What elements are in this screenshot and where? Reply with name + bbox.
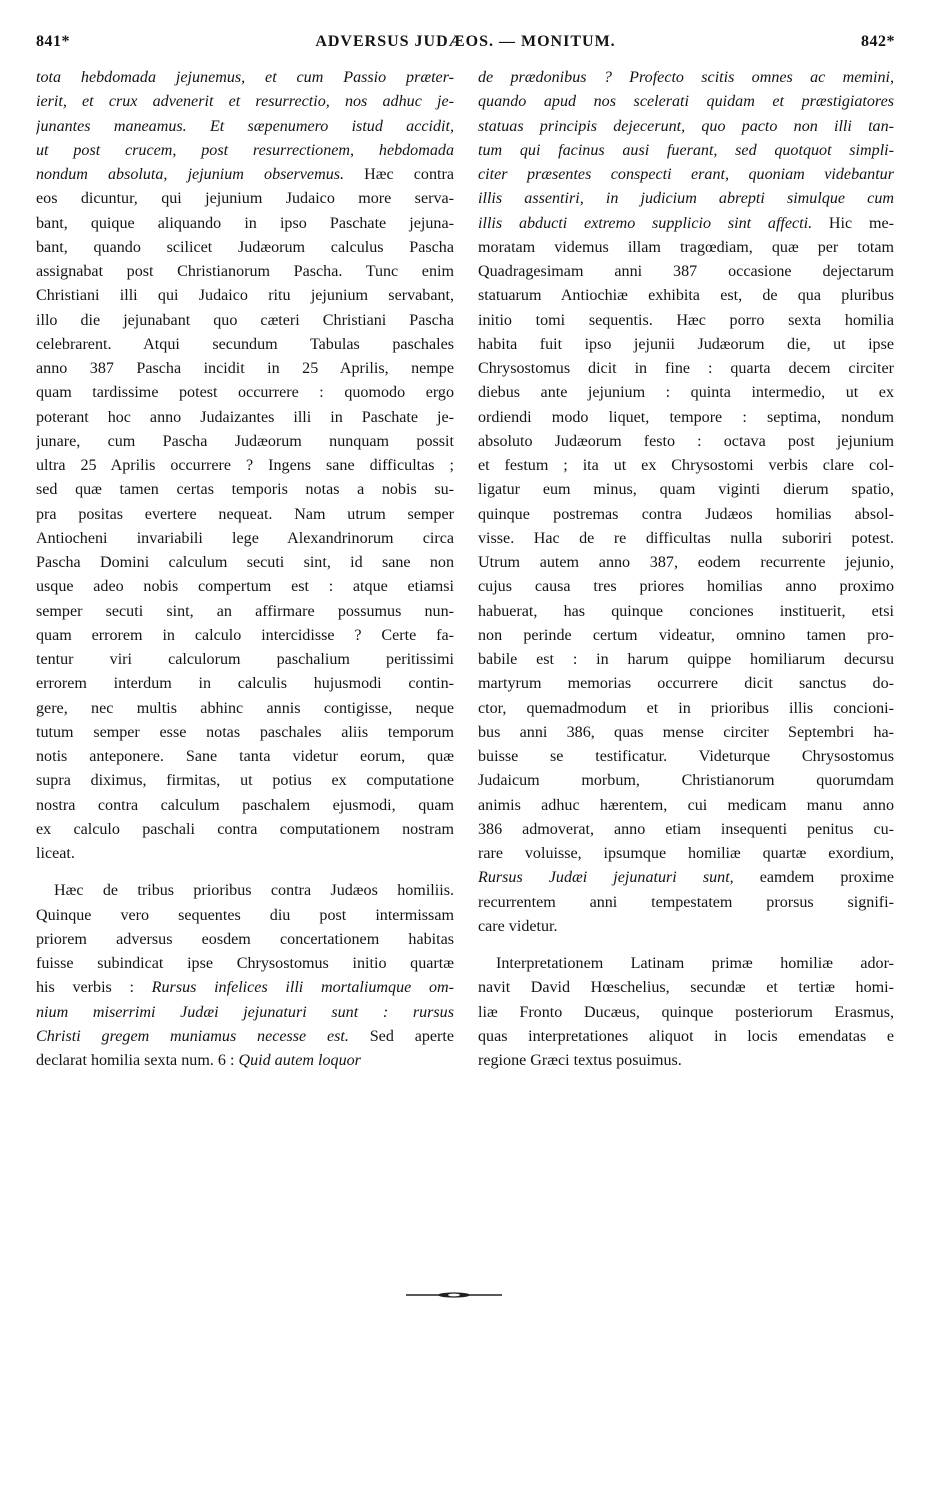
text-line [478, 624, 894, 648]
text-segment: ex calculo paschali contra computationem nostram [36, 820, 454, 838]
text-segment: et festum ; ita ut ex Chrysostomi verbis clare col- [478, 457, 894, 474]
italic-text: tum qui facinus ausi fuerant, sed quotquot simpli- [478, 141, 894, 159]
text-line [478, 915, 894, 939]
text-line [478, 575, 894, 599]
text-line [36, 648, 454, 672]
italic-text: junantes maneamus. Et sæpenumero istud accidit, [36, 117, 454, 135]
text-line [36, 928, 454, 952]
italic-text: nondum absoluta, jejunium observemus. [36, 166, 345, 183]
text-line [36, 952, 454, 976]
text-line [478, 163, 894, 187]
italic-text: illis abducti extremo supplicio sint affecti. [478, 214, 813, 232]
text-line [36, 309, 454, 333]
text-line [478, 672, 894, 696]
text-segment: eos dicuntur, qui jejunium Judaico more serva- [36, 190, 454, 208]
italic-text: quando apud nos scelerati quidam et præstigiatores [478, 93, 894, 111]
text-line [36, 503, 454, 527]
page-number-left: 841* [36, 33, 70, 50]
text-segment: absoluto Judæorum festo : octava post jejunium [478, 432, 894, 450]
text-line [478, 976, 894, 1000]
text-segment: regione Græci textus posuimus. [478, 1052, 682, 1069]
text-line [478, 381, 894, 405]
italic-text: illis assentiri, in judicium abrepti simulque cum [478, 190, 894, 208]
text-line [478, 406, 894, 430]
text-line [478, 187, 894, 211]
text-line [36, 333, 454, 357]
text-line [478, 236, 894, 260]
text-line [478, 866, 894, 890]
italic-text: nium miserrimi Judæi jejunaturi sunt : rursus [36, 1003, 454, 1021]
text-segment: Judaicum morbum, Christianorum quorumdam [478, 772, 894, 790]
text-segment: visse. Hac de re difficultas nulla suboriri potest. [478, 529, 894, 547]
text-segment: his verbis : [36, 979, 152, 997]
text-line [478, 818, 894, 842]
text-segment: initio tomi sequentis. Hæc porro sexta homilia [478, 311, 894, 329]
text-segment: habita fuit ipso jejunii Judæorum die, ut ipse [478, 335, 894, 353]
text-segment: babile est : in harum quippe homiliarum decursu [478, 651, 894, 668]
text-segment: quam tardissime potest occurrere : quomodo ergo [36, 384, 454, 402]
text-segment: Sed aperte [348, 1027, 454, 1045]
text-line [478, 794, 894, 818]
text-line [36, 406, 454, 430]
italic-text: Christi gregem muniamus necesse est. [36, 1027, 349, 1045]
text-segment: quas interpretationes aliquot in locis emendatas e [478, 1027, 894, 1045]
text-segment: Utrum autem anno 387, eodem recurrente jejunio, [478, 554, 894, 571]
right-paragraph-2 [478, 952, 894, 1073]
text-segment: Antiocheni invariabili lege Alexandrinorum circa [36, 529, 454, 547]
text-line [36, 284, 454, 308]
end-ornament-rule [404, 1290, 504, 1300]
text-segment: assignabat post Christianorum Pascha. Tunc enim [36, 263, 454, 280]
text-segment: ctor, quemadmodum et in prioribus illis concioni- [478, 699, 894, 717]
text-segment: Hic me- [812, 214, 894, 232]
text-line [478, 1025, 894, 1049]
text-segment: sed quæ tamen certas temporis notas a nobis su- [36, 481, 454, 499]
text-segment: supra diximus, firmitas, ut potius ex computatione [36, 772, 454, 790]
text-line [478, 430, 894, 454]
text-segment: 386 admoverat, anno etiam insequenti penitus cu- [478, 820, 894, 838]
text-line [478, 1001, 894, 1025]
text-line [478, 454, 894, 478]
left-paragraph-1 [36, 66, 454, 866]
text-line [478, 115, 894, 139]
italic-text: Rursus infelices illi mortaliumque om- [151, 979, 454, 997]
text-line [478, 333, 894, 357]
italic-text: citer præsentes conspecti erant, quoniam videbantur [478, 166, 894, 183]
text-line [36, 1001, 454, 1025]
text-segment: quam errorem in calculo intercidisse ? Certe fa- [36, 626, 454, 644]
text-line [36, 575, 454, 599]
text-segment: martyrum memorias occurrere dicit sanctus do- [478, 675, 894, 693]
text-segment: bant, quique aliquando in ipso Paschate jejuna- [36, 214, 454, 232]
text-segment: non perinde certum videatur, omnino tamen pro- [478, 626, 894, 644]
text-segment: ligatur eum minus, quam viginti dierum spatio, [478, 481, 894, 499]
text-line [478, 600, 894, 624]
text-line [36, 842, 454, 866]
text-segment: gere, nec multis abhinc annis contigisse, neque [36, 699, 454, 717]
text-line [36, 904, 454, 928]
text-line [36, 381, 454, 405]
text-line [36, 478, 454, 502]
text-line [478, 842, 894, 866]
text-segment: care videtur. [478, 917, 558, 935]
text-segment: quinque postremas contra Judæos homilias absol- [478, 505, 894, 523]
text-segment: habuerat, has quinque conciones instituerit, etsi [478, 602, 894, 620]
text-segment: illo die jejunabant quo cæteri Christiani Pascha [36, 311, 454, 329]
text-segment: celebrarent. Atqui secundum Tabulas paschales [36, 335, 454, 353]
text-segment: pra positas evertere nequeat. Nam utrum semper [36, 505, 454, 523]
text-segment: Quadragesimam anni 387 occasione dejectarum [478, 263, 894, 280]
text-line [36, 212, 454, 236]
text-line [478, 66, 894, 90]
text-segment: ultra 25 Aprilis occurrere ? Ingens sane difficultas ; [36, 457, 454, 474]
text-line [36, 66, 454, 90]
text-segment: Christiani illi qui Judaico ritu jejunium servabant, [36, 287, 454, 305]
text-segment: priorem adversus eosdem concertationem habitas [36, 930, 454, 948]
italic-text: ut post crucem, post resurrectionem, hebdomada [36, 141, 454, 159]
text-line [36, 976, 454, 1000]
text-segment: recurrentem anni tempestatem prorsus signifi- [478, 893, 894, 911]
text-line [36, 90, 454, 114]
text-segment: bus anni 386, quas mense circiter Septembri ha- [478, 723, 894, 741]
text-line [478, 212, 894, 236]
text-segment: bant, quando scilicet Judæorum calculus Pascha [36, 238, 454, 256]
text-segment: Chrysostomus dicit in fine : quarta decem circiter [478, 360, 894, 377]
text-line [478, 527, 894, 551]
text-segment: fuisse subindicat ipse Chrysostomus initio quartæ [36, 955, 454, 972]
text-line [478, 769, 894, 793]
text-line [478, 952, 894, 976]
text-segment: rare voluisse, ipsumque homiliæ quartæ exordium, [478, 845, 894, 862]
text-line [478, 90, 894, 114]
text-line [478, 1049, 894, 1073]
text-line [36, 527, 454, 551]
text-segment: moratam videmus illam tragœdiam, quæ per totam [478, 238, 894, 256]
text-line [36, 187, 454, 211]
text-segment: anno 387 Pascha incidit in 25 Aprilis, nempe [36, 360, 454, 377]
text-line [478, 284, 894, 308]
text-segment: navit David Hœschelius, secundæ et tertiæ homi- [478, 979, 894, 997]
text-segment: ordiendi modo liquet, tempore : septima, nondum [478, 408, 894, 426]
text-segment: errorem interdum in calculis hujusmodi contin- [36, 675, 454, 693]
text-segment: Hæc contra [344, 166, 454, 183]
text-line [36, 769, 454, 793]
text-line [36, 454, 454, 478]
text-line [36, 115, 454, 139]
text-segment: Quinque vero sequentes diu post intermissam [36, 906, 454, 924]
italic-text: ierit, et crux advenerit et resurrectio, nos adhuc je- [36, 93, 454, 111]
italic-text: de prædonibus ? Profecto scitis omnes ac memini, [478, 69, 894, 86]
text-line [478, 551, 894, 575]
text-segment: diebus ante jejunium : quinta intermedio, ut ex [478, 384, 894, 402]
right-column [478, 66, 894, 1073]
text-line [36, 745, 454, 769]
text-segment: Hæc de tribus prioribus contra Judæos homiliis. [54, 882, 454, 900]
text-segment: Interpretationem Latinam primæ homiliæ ador- [496, 955, 894, 972]
text-line [36, 794, 454, 818]
text-line [478, 139, 894, 163]
text-line [36, 721, 454, 745]
text-segment: tentur viri calculorum paschalium peritissimi [36, 651, 454, 668]
text-line [36, 163, 454, 187]
text-segment: tutum semper esse notas paschales aliis temporum [36, 723, 454, 741]
text-segment: junare, cum Pascha Judæorum nunquam possit [36, 432, 454, 450]
text-line [36, 551, 454, 575]
left-column [36, 66, 454, 1073]
running-header [36, 33, 895, 57]
text-line [36, 672, 454, 696]
text-segment: eamdem proxime [733, 869, 894, 887]
text-line [478, 891, 894, 915]
text-segment: liceat. [36, 845, 75, 862]
text-segment: usque adeo nobis compertum est : atque etiamsi [36, 578, 454, 596]
left-paragraph-2 [36, 879, 454, 1073]
text-segment: declarat homilia sexta num. 6 : [36, 1052, 239, 1069]
text-line [36, 1025, 454, 1049]
text-segment: statuarum Antiochiæ exhibita est, de qua pluribus [478, 287, 894, 305]
text-segment: Pascha Domini calculum secuti sint, id sane non [36, 554, 454, 571]
text-line [36, 624, 454, 648]
text-segment: buisse se testificatur. Videturque Chrysostomus [478, 748, 894, 765]
text-segment: semper secuti sint, an affirmare possumus nun- [36, 602, 454, 620]
text-segment: liæ Fronto Ducæus, quinque posteriorum Erasmus, [478, 1003, 894, 1021]
page-number-right: 842* [861, 33, 895, 50]
text-line [478, 357, 894, 381]
text-line [478, 648, 894, 672]
text-line [36, 236, 454, 260]
text-line [478, 697, 894, 721]
text-line [36, 600, 454, 624]
text-line [478, 478, 894, 502]
text-line [36, 818, 454, 842]
italic-text: Rursus Judæi jejunaturi sunt, [478, 869, 734, 887]
text-line [36, 697, 454, 721]
text-line [478, 721, 894, 745]
text-line [36, 357, 454, 381]
italic-text: Quid autem loquor [238, 1052, 361, 1069]
italic-text: tota hebdomada jejunemus, et cum Passio præter- [36, 69, 454, 86]
italic-text: statuas principis dejecerunt, quo pacto non illi tan- [478, 117, 894, 135]
text-segment: poterant hoc anno Judaizantes illi in Paschate je- [36, 408, 454, 426]
right-paragraph-1 [478, 66, 894, 939]
text-line [36, 260, 454, 284]
text-line [36, 1049, 454, 1073]
text-segment: cujus causa tres priores homilias anno proximo [478, 578, 894, 596]
text-line [478, 745, 894, 769]
text-line [36, 430, 454, 454]
text-line [478, 309, 894, 333]
text-line [36, 879, 454, 903]
running-title: ADVERSUS JUDÆOS. — MONITUM. [315, 33, 616, 50]
text-line [478, 503, 894, 527]
text-segment: nostra contra calculum paschalem ejusmodi, quam [36, 796, 454, 814]
text-line [478, 260, 894, 284]
text-segment: notis anteponere. Sane tanta videtur eorum, quæ [36, 748, 454, 765]
text-segment: animis adhuc hærentem, cui medicam manu anno [478, 796, 894, 814]
text-line [36, 139, 454, 163]
